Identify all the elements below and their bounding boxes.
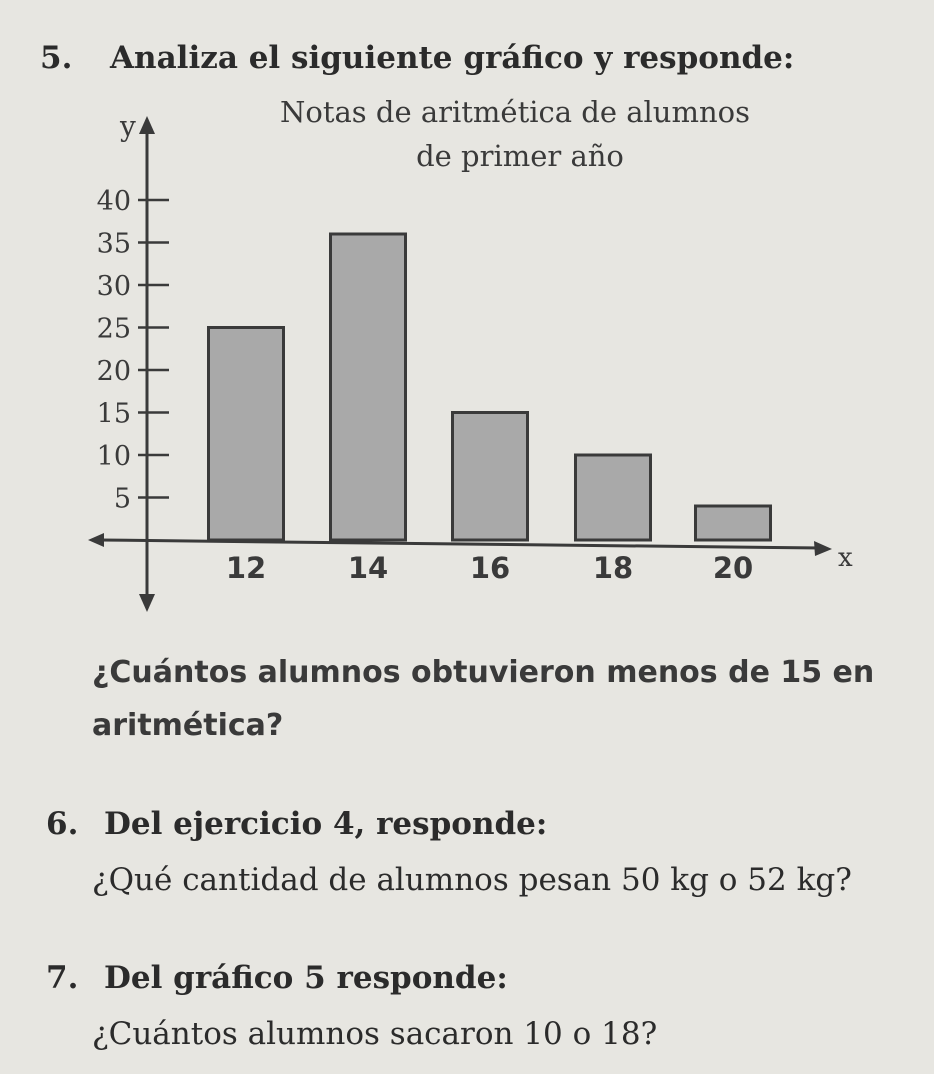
x-tick-label: 14 [347,551,389,585]
question-5-text-line1: ¿Cuántos alumnos obtuvieron menos de 15 en [92,655,875,690]
question-7-number: 7. [46,960,79,996]
question-7-text: ¿Cuántos alumnos sacaron 10 o 18? [92,1016,658,1052]
x-axis-arrow-right [814,541,832,556]
x-tick-label: 20 [712,551,754,585]
question-5-number: 5. [40,40,73,76]
y-axis-label: y [120,110,136,143]
chart-title-line2: de primer año [416,139,624,173]
chart-bars [209,234,771,540]
question-5-prompt: Analiza el siguiente gráfico y responde: [110,40,795,76]
x-tick-label: 12 [225,551,267,585]
x-axis-label: x [838,543,853,573]
bar-12 [209,328,284,541]
y-tick-label: 30 [96,271,131,302]
y-tick-label: 20 [96,356,131,387]
question-7-title: Del gráfico 5 responde: [104,960,508,996]
x-tick-label: 16 [469,551,511,585]
x-tick-label: 18 [592,551,634,585]
question-6-heading [46,806,547,842]
question-5-text-line2: aritmética? [92,708,284,743]
bar-16 [453,413,528,541]
question-6-text: ¿Qué cantidad de alumnos pesan 50 kg o 52 kg? [92,862,852,898]
bar-14 [331,234,406,540]
question-6-title: Del ejercicio 4, responde: [104,806,548,842]
y-tick-label: 10 [96,441,131,472]
question-7-heading [46,960,508,996]
y-tick-label: 5 [113,483,131,515]
y-tick-label: 25 [96,313,131,345]
bar-18 [576,455,651,540]
bar-20 [696,506,771,540]
y-axis-arrow-down [139,594,155,612]
question-6-number: 6. [46,806,79,842]
y-axis-arrow-up [139,116,155,134]
y-tick-label: 35 [96,228,131,260]
x-axis-arrow-left [88,533,104,547]
y-tick-label: 40 [96,186,131,217]
chart-title-line1: Notas de aritmética de alumnos [280,95,750,129]
y-tick-label: 15 [96,398,131,430]
